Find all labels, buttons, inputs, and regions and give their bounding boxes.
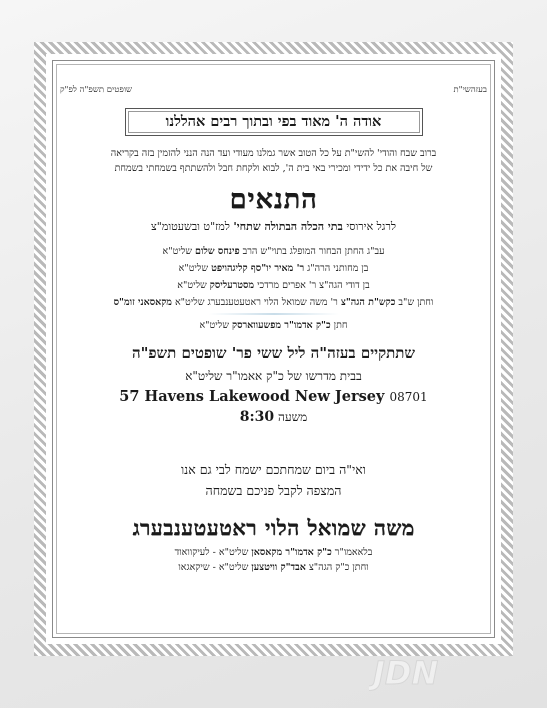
family-line bbox=[60, 277, 487, 294]
family-line-text: חתן bbox=[330, 320, 348, 331]
family-line bbox=[60, 260, 487, 277]
family-line bbox=[60, 317, 487, 334]
signer-line-text: וחתן כ"ק הגה"צ bbox=[305, 562, 369, 573]
intro-paragraph bbox=[60, 146, 487, 176]
header-left-tag: שופטים תשפ"ה לפ"ק bbox=[60, 84, 133, 95]
event-place: בבית מדרשו של כ"ק אאמו"ר שליט"א bbox=[185, 369, 362, 383]
family-line-text: שליט"א bbox=[199, 320, 232, 331]
family-line-text: בן דודי הגה"צ ר' אפרים מרדכי bbox=[254, 280, 370, 291]
signer-name: משה שמואל הלוי ראטעטענבערג bbox=[132, 515, 415, 540]
subtitle bbox=[60, 220, 487, 233]
family-line-text: שליט"א bbox=[177, 280, 210, 291]
family-line bbox=[60, 243, 487, 260]
signer-line-name: אבד"ק וויטצען bbox=[251, 562, 306, 573]
event-time bbox=[60, 409, 487, 425]
signer-line-text: שליט"א - שיקאגאו bbox=[178, 562, 252, 573]
family-line-name: ר' מאיר יו"סף קליגהויפט bbox=[211, 263, 305, 274]
subtitle-pre: לרגל אירוסי bbox=[342, 220, 396, 233]
family-line-name: כקש"ת הגה"צ bbox=[340, 297, 396, 308]
svg-text:JDN: JDN bbox=[373, 654, 439, 692]
family-line bbox=[60, 294, 487, 311]
signer-line-name: כ"ק אדמו"ר מקאסאן bbox=[251, 547, 332, 558]
event-time-label: משעה bbox=[274, 410, 308, 424]
signer-line-text: שליט"א - לעיקוואוד bbox=[174, 547, 252, 558]
family-line-text: שליט"א bbox=[162, 246, 196, 257]
intro-line-1: ברוב שבח והודי' להשי"ת על כל הטוב אשר גמלנו מעודי ועד הנה הנני להזמין בזה בקריאה bbox=[110, 148, 437, 159]
signer-line-text: בלאאמו"ר bbox=[331, 547, 373, 558]
event-date-bold: ליל ששי פר' שופטים תשפ"ה bbox=[131, 344, 306, 362]
closing-line-1: ואי"ה ביום שמחתכם ישמח לבי גם אנו bbox=[180, 462, 367, 477]
family-line-name: מסטרעליסק bbox=[209, 280, 255, 291]
closing-text bbox=[60, 459, 487, 501]
invitation-content bbox=[60, 82, 487, 575]
family-lines bbox=[60, 243, 487, 334]
title-box: אודה ה' מאוד בפי ובתוך רבים אהללנו bbox=[125, 108, 423, 136]
main-title: התנאים bbox=[229, 184, 318, 215]
family-line-text: וחתן ש"ב bbox=[395, 297, 434, 308]
subtitle-bold: בתי הכלה הבתולה שתחי' bbox=[233, 220, 343, 233]
event-address bbox=[60, 388, 487, 405]
header-row bbox=[60, 82, 487, 96]
family-line-name: מקאסאני זומ"ס bbox=[113, 297, 172, 308]
family-line-text: עב"ג החתן הבחור המופלג בתוי"ש הרב bbox=[239, 246, 385, 257]
family-line-text: בן מחותני הרה"ג bbox=[304, 263, 369, 274]
decorative-divider bbox=[209, 313, 339, 315]
event-time-value: 8:30 bbox=[239, 409, 275, 425]
family-line-text: ר' משה שמואל הלוי ראטעטענבערג שליט"א bbox=[171, 297, 341, 308]
closing-line-2: המצפה לקבל פניכם בשמחה bbox=[205, 483, 342, 498]
subtitle-post: למז"ט ובשעטומ"צ bbox=[151, 220, 234, 233]
event-date-pre: שתתקיים בעזה"ה bbox=[305, 344, 416, 362]
signer-lines bbox=[60, 545, 487, 575]
signer-line bbox=[60, 545, 487, 560]
header-right-tag: בעזהשי"ת bbox=[453, 84, 487, 95]
family-line-name: כ"ק אדמו"ר מפשעווארסק bbox=[231, 320, 331, 331]
intro-line-2: של חיבה את כל ידידי ומכירי באי בית ה', לבוא ולקחת חבל ולהשתתף בשמחתי בשמחת bbox=[114, 163, 433, 174]
family-line-text: שליט"א bbox=[178, 263, 212, 274]
event-date bbox=[60, 344, 487, 363]
jdn-watermark-logo bbox=[369, 652, 489, 692]
address-zip: 08701 bbox=[389, 390, 428, 404]
signer-line bbox=[60, 560, 487, 575]
address-street: 57 Havens Lakewood New Jersey bbox=[119, 388, 385, 405]
family-line-name: פינחס שלום bbox=[195, 246, 240, 257]
